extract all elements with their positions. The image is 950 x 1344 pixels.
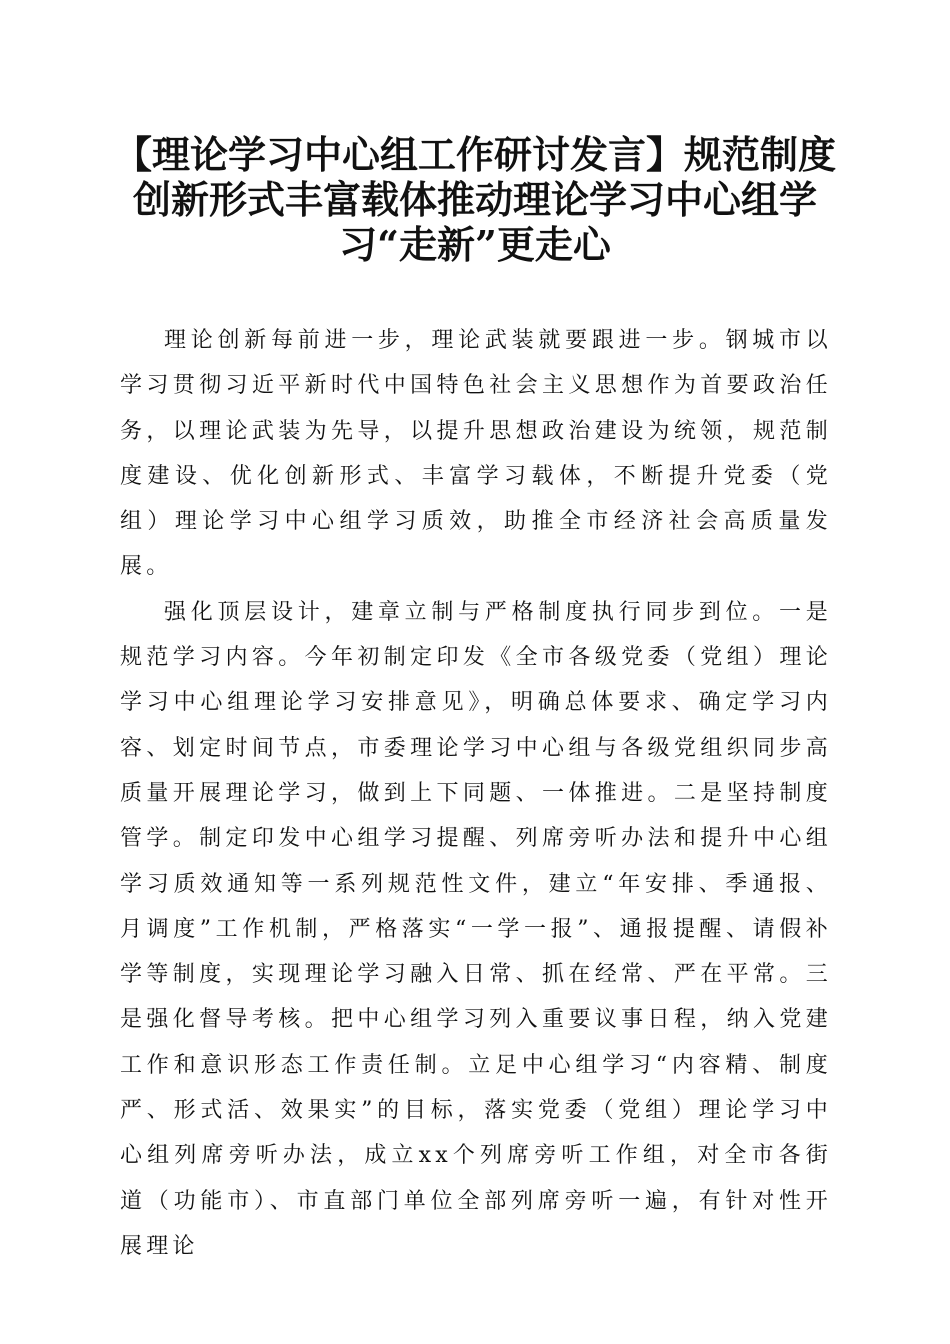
paragraph: 理论创新每前进一步，理论武装就要跟进一步。钢城市以学习贯彻习近平新时代中国特色社会主义思想作为首要政治任务，以理论武装为先导，以提升思想政治建设为统领，规范制度建设、优化创新形式、丰富学习载体，不断提升党委（党组）理论学习中心组学习质效，助推全市经济社会高质量发展。: [120, 328, 832, 580]
document-body: [120, 318, 832, 1269]
document-title: 【理论学习中心组工作研讨发言】规范制度创新形式丰富载体推动理论学习中心组学习“走新”更走心: [113, 132, 836, 267]
paragraph: 强化顶层设计，建章立制与严格制度执行同步到位。一是规范学习内容。今年初制定印发《全市各级党委（党组）理论学习中心组理论学习安排意见》，明确总体要求、确定学习内容、划定时间节点，市委理论学习中心组与各级党组织同步高质量开展理论学习，做到上下同题、一体推进。二是坚持制度管学。制定印发中心组学习提醒、列席旁听办法和提升中心组学习质效通知等一系列规范性文件，建立“年安排、季通报、月调度”工作机制，严格落实“一学一报”、通报提醒、请假补学等制度，实现理论学习融入日常、抓在经常、严在平常。三是强化督导考核。把中心组学习列入重要议事日程，纳入党建工作和意识形态工作责任制。立足中心组学习“内容精、制度严、形式活、效果实”的目标，落实党委（党组）理论学习中心组列席旁听办法，成立xx个列席旁听工作组，对全市各街道（功能市）、市直部门单位全部列席旁听一遍，有针对性开展理论: [120, 599, 832, 1259]
